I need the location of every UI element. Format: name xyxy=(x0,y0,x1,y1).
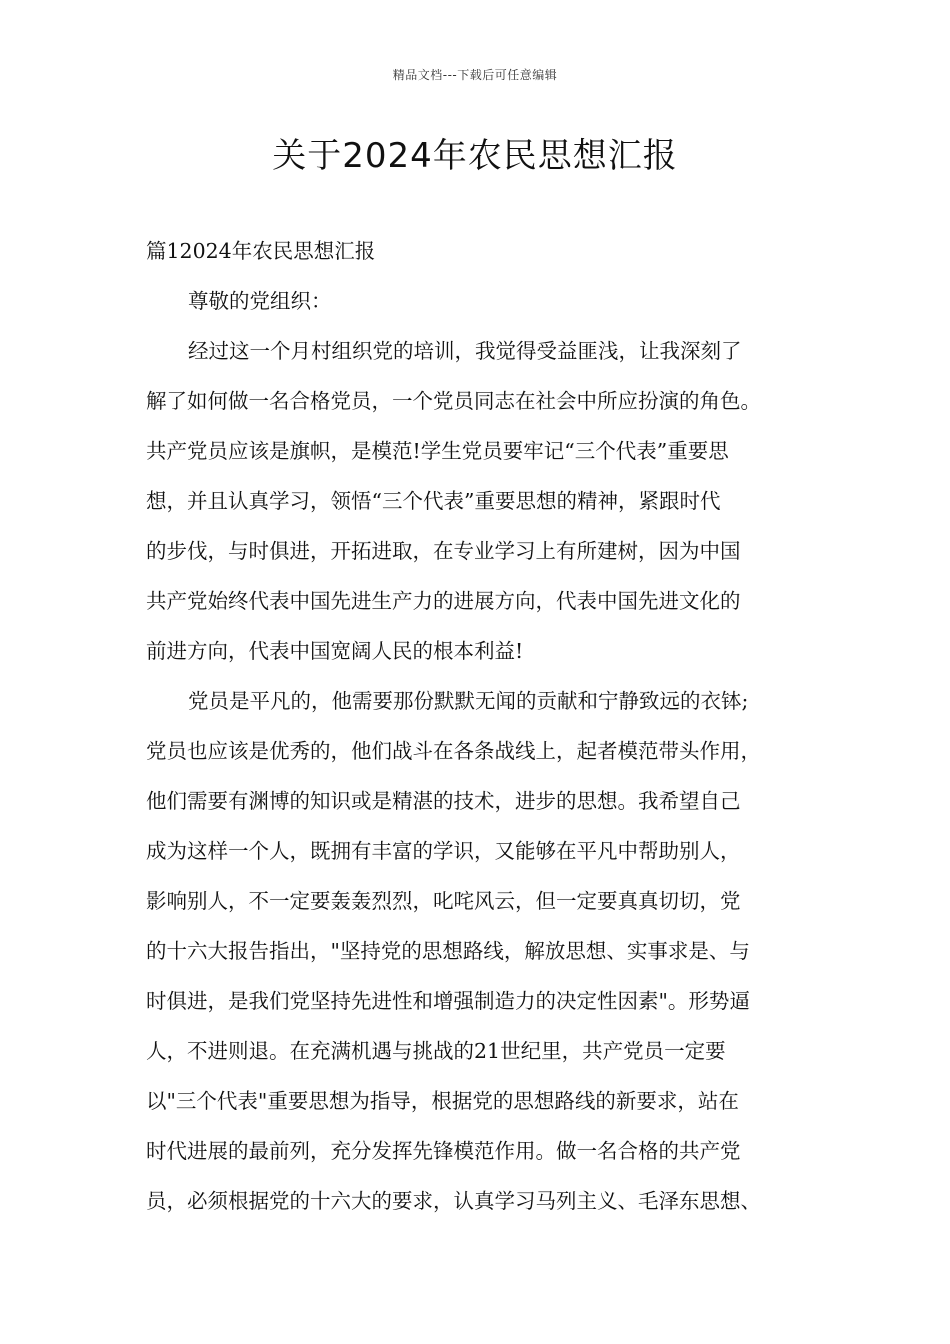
paragraph-2-line-3: 他们需要有渊博的知识或是精湛的技术，进步的思想。我希望自己 xyxy=(146,789,741,813)
paragraph-2-line-10: 时代进展的最前列，充分发挥先锋模范作用。做一名合格的共产党 xyxy=(146,1139,741,1163)
paragraph-2-line-2: 党员也应该是优秀的，他们战斗在各条战线上，起者模范带头作用， xyxy=(146,739,761,763)
paragraph-2-line-1: 党员是平凡的，他需要那份默默无闻的贡献和宁静致远的衣钵; xyxy=(188,689,749,713)
document-body xyxy=(146,226,826,1226)
paragraph-1-line-7: 前进方向，代表中国宽阔人民的根本利益! xyxy=(146,639,524,663)
page-header: 精品文档---下载后可任意编辑 xyxy=(392,68,558,82)
paragraph-2-line-4: 成为这样一个人，既拥有丰富的学识，又能够在平凡中帮助别人， xyxy=(146,839,741,863)
section-heading: 篇12024年农民思想汇报 xyxy=(146,239,376,263)
paragraph-2-line-5: 影响别人，不一定要轰轰烈烈，叱咤风云，但一定要真真切切，党 xyxy=(146,889,741,913)
document-title: 关于2024年农民思想汇报 xyxy=(272,136,678,176)
paragraph-2-line-8: 人，不进则退。在充满机遇与挑战的21世纪里，共产党员一定要 xyxy=(146,1039,726,1063)
paragraph-2-line-9: 以"三个代表"重要思想为指导，根据党的思想路线的新要求，站在 xyxy=(146,1089,739,1113)
paragraph-1-line-4: 想，并且认真学习，领悟“三个代表”重要思想的精神，紧跟时代 xyxy=(146,489,721,513)
salutation: 尊敬的党组织： xyxy=(188,289,332,313)
paragraph-1-line-1: 经过这一个月村组织党的培训，我觉得受益匪浅，让我深刻了 xyxy=(188,339,742,363)
paragraph-2-line-6: 的十六大报告指出，"坚持党的思想路线，解放思想、实事求是、与 xyxy=(146,939,750,963)
paragraph-1-line-2: 解了如何做一名合格党员，一个党员同志在社会中所应扮演的角色。 xyxy=(146,389,761,413)
paragraph-2-line-7: 时俱进，是我们党坚持先进性和增强制造力的决定性因素"。形势逼 xyxy=(146,989,750,1013)
paragraph-2-line-11: 员，必须根据党的十六大的要求，认真学习马列主义、毛泽东思想、 xyxy=(146,1189,761,1213)
paragraph-1-line-6: 共产党始终代表中国先进生产力的进展方向，代表中国先进文化的 xyxy=(146,589,741,613)
paragraph-1-line-5: 的步伐，与时俱进，开拓进取，在专业学习上有所建树，因为中国 xyxy=(146,539,741,563)
paragraph-1-line-3: 共产党员应该是旗帜，是模范!学生党员要牢记“三个代表”重要思 xyxy=(146,439,729,463)
